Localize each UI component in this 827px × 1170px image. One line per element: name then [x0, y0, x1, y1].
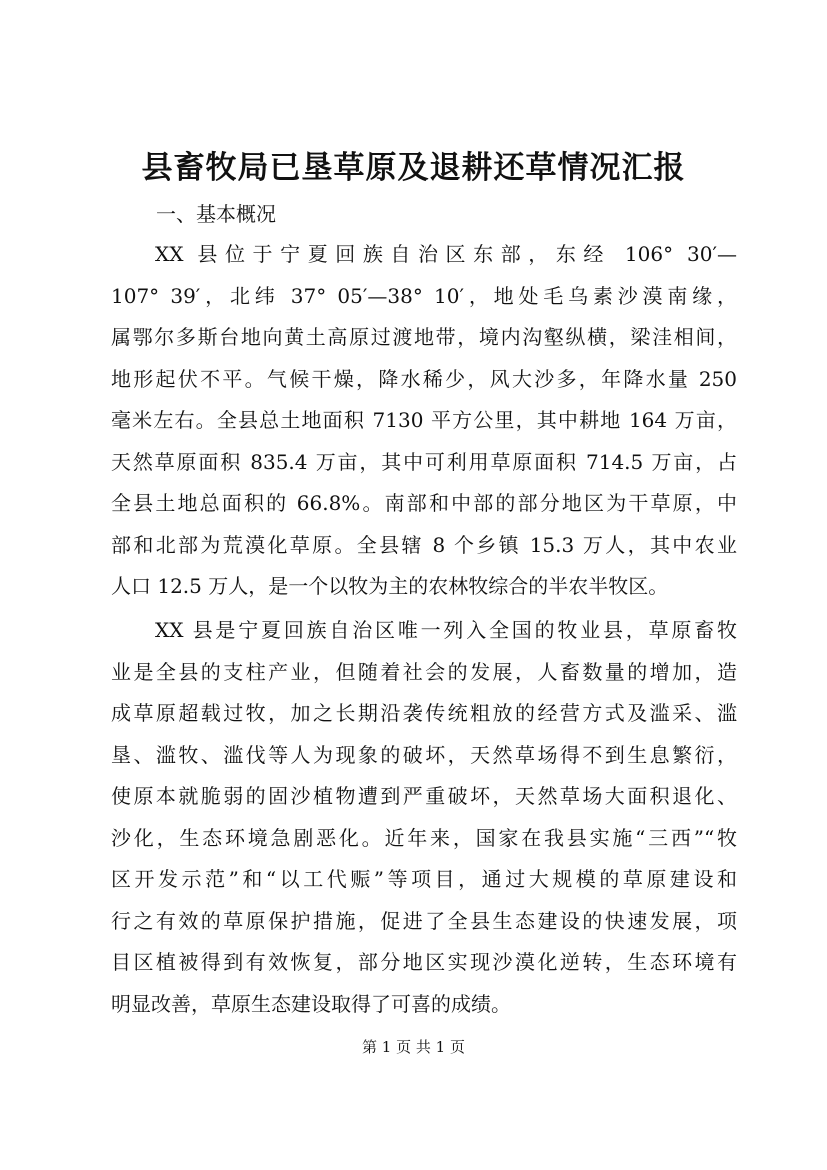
paragraph-line: 区开发示范”和“以工代赈”等项目，通过大规模的草原建设和 — [111, 867, 737, 891]
paragraph-line: XX 县是宁夏回族自治区唯一列入全国的牧业县，草原畜牧 — [155, 618, 737, 642]
paragraph-line: 107° 39′，北纬 37° 05′—38° 10′，地处毛乌素沙漠南缘， — [111, 283, 737, 308]
paragraph-status — [111, 610, 737, 1025]
paragraph-overview — [111, 234, 737, 608]
paragraph-line: 使原本就脆弱的固沙植物遭到严重破坏，天然草场大面积退化、 — [111, 784, 737, 808]
paragraph-line: 业是全县的支柱产业，但随着社会的发展，人畜数量的增加，造 — [111, 659, 737, 684]
paragraph-line: 全县土地总面积的 66.8%。南部和中部的部分地区为干草原，中 — [111, 491, 737, 515]
paragraph-line: 沙化，生态环境急剧恶化。近年来，国家在我县实施“三西”“牧 — [111, 825, 737, 850]
paragraph-line: 成草原超载过牧，加之长期沿袭传统粗放的经营方式及滥采、滥 — [111, 701, 737, 725]
paragraph-line: 属鄂尔多斯台地向黄土高原过渡地带，境内沟壑纵横，梁洼相间， — [111, 325, 737, 349]
paragraph-line: 目区植被得到有效恢复，部分地区实现沙漠化逆转，生态环境有 — [111, 950, 737, 974]
paragraph-line: 明显改善，草原生态建设取得了可喜的成绩。 — [111, 991, 511, 1016]
paragraph-line: 天然草原面积 835.4 万亩，其中可利用草原面积 714.5 万亩，占 — [111, 449, 737, 474]
paragraph-line: XX 县位于宁夏回族自治区东部，东经 106° 30′— — [155, 242, 737, 266]
paragraph-line: 垦、滥牧、滥伐等人为现象的破坏，天然草场得不到生息繁衍， — [111, 742, 737, 767]
paragraph-line: 人口 12.5 万人，是一个以牧为主的农林牧综合的半农半牧区。 — [111, 574, 669, 598]
paragraph-line: 毫米左右。全县总土地面积 7130 平方公里，其中耕地 164 万亩， — [111, 408, 737, 432]
paragraph-line: 地形起伏不平。气候干燥，降水稀少，风大沙多，年降水量 250 — [111, 366, 737, 391]
document-title: 县畜牧局已垦草原及退耕还草情况汇报 — [141, 150, 686, 186]
section-heading: 一、基本概况 — [156, 202, 276, 226]
paragraph-line: 行之有效的草原保护措施，促进了全县生态建设的快速发展，项 — [111, 908, 737, 933]
page-number-footer: 第 1 页 共 1 页 — [362, 1038, 465, 1056]
paragraph-line: 部和北部为荒漠化草原。全县辖 8 个乡镇 15.3 万人，其中农业 — [111, 532, 737, 557]
